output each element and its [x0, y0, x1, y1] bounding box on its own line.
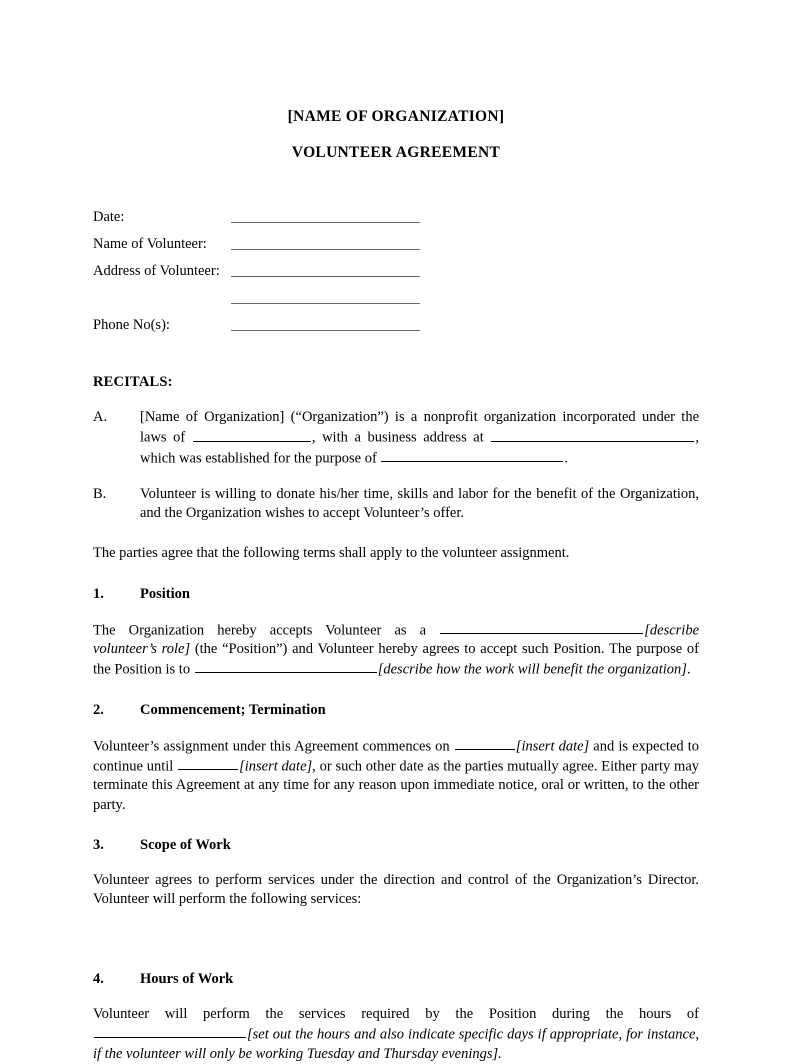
section-body-position [93, 620, 699, 680]
recital-a-text-2: , with a business address at [311, 429, 491, 446]
field-label-address-of-volunteer: Address of Volunteer: [93, 263, 220, 280]
recital-a-blank-business-address[interactable] [491, 427, 694, 441]
hours-text-1: Volunteer will perform the services required by the Position during the hours of [93, 1005, 699, 1022]
recital-a-blank-laws-of[interactable] [193, 427, 311, 441]
section-heading-scope-of-work [93, 837, 699, 854]
recitals-heading: RECITALS: [93, 374, 173, 391]
address-continued-input-rule[interactable] [231, 302, 420, 304]
commencement-blank-start-date[interactable] [455, 736, 515, 750]
position-text-2: (the “Position”) and Volunteer hereby agrees to accept such Position. The purpose of the Position is to [93, 640, 699, 678]
field-row-phone-numbers [93, 307, 699, 334]
party-details-fields [93, 199, 699, 334]
recital-a-text-4: . [564, 450, 569, 466]
document-title-block [93, 108, 699, 161]
position-blank-role[interactable] [440, 620, 643, 634]
page-title-subject: VOLUNTEER AGREEMENT [291, 144, 501, 162]
section-number-3: 3. [93, 836, 104, 853]
position-note-1: [describe volunteer’s role] [93, 621, 699, 657]
section-heading-commencement-termination [93, 702, 699, 719]
recital-a-text-3: , which was established for the purpose of [140, 429, 699, 466]
field-row-name-of-volunteer [93, 226, 699, 253]
recital-item-a [93, 408, 699, 468]
section-title-commencement-termination: Commencement; Termination [140, 701, 326, 718]
page-title-organization: [NAME OF ORGANIZATION] [287, 108, 505, 125]
section-body-hours-of-work [93, 1005, 699, 1064]
field-row-address-continued [93, 280, 699, 307]
field-label-date: Date: [93, 209, 125, 226]
document-content [93, 0, 699, 1064]
recital-letter-b: B. [93, 486, 107, 503]
section-body-scope-of-work: Volunteer agrees to perform services under the direction and control of the Organization’s Director. Volunteer will perform the following services: [93, 871, 699, 907]
field-row-address-of-volunteer [93, 253, 699, 280]
section-heading-position [93, 586, 699, 603]
commencement-note-1: [insert date] [515, 737, 590, 754]
section-title-scope-of-work: Scope of Work [140, 836, 231, 853]
field-label-name-of-volunteer: Name of Volunteer: [93, 236, 207, 253]
section-heading-hours-of-work [93, 971, 699, 988]
position-text-3: . [686, 661, 691, 678]
name-of-volunteer-input-rule[interactable] [231, 248, 420, 250]
commencement-text-3: , or such other date as the parties mutually agree. Either party may terminate this Agreement at any time for any reason upon immediate notice, oral or written, to the other party. [93, 758, 700, 813]
date-input-rule[interactable] [231, 221, 420, 223]
scope-of-work-blank-space[interactable] [93, 909, 699, 971]
position-blank-purpose[interactable] [195, 659, 377, 673]
position-text-1: The Organization hereby accepts Volunteer as a [93, 621, 440, 638]
section-number-1: 1. [93, 585, 104, 602]
commencement-blank-end-date[interactable] [178, 756, 238, 770]
section-title-hours-of-work: Hours of Work [140, 970, 234, 987]
phone-numbers-input-rule[interactable] [231, 329, 420, 331]
hours-text-2: . [498, 1045, 502, 1062]
recital-a-blank-purpose[interactable] [381, 448, 563, 462]
hours-blank-schedule[interactable] [94, 1024, 246, 1038]
recital-a-text-1: [Name of Organization] (“Organization”) is a nonprofit organization incorporated under the laws of [140, 409, 699, 446]
commencement-text-2: and is expected to continue until [93, 737, 699, 775]
agreement-lead-in: The parties agree that the following terms shall apply to the volunteer assignment. [93, 545, 570, 562]
recital-item-b [93, 485, 699, 523]
recital-letter-a: A. [93, 409, 108, 426]
address-of-volunteer-input-rule[interactable] [231, 275, 420, 277]
commencement-text-1: Volunteer’s assignment under this Agreement commences on [93, 737, 454, 754]
section-title-position: Position [140, 585, 190, 602]
recital-body-a [140, 408, 699, 468]
section-body-commencement-termination [93, 736, 699, 815]
field-row-date [93, 199, 699, 226]
section-number-2: 2. [93, 701, 104, 718]
commencement-note-2: [insert date] [239, 758, 313, 775]
recital-body-b: Volunteer is willing to donate his/her time, skills and labor for the benefit of the Organization, and the Organization wishes to accept Volunteer’s offer. [140, 486, 699, 522]
section-number-4: 4. [93, 970, 104, 987]
position-note-2: [describe how the work will benefit the organization] [377, 661, 687, 678]
hours-note-1: [set out the hours and also indicate specific days if appropriate, for instance, if the volunteer will only be working Tuesday and Thursday evenings] [93, 1026, 699, 1062]
field-label-phone-numbers: Phone No(s): [93, 317, 170, 334]
